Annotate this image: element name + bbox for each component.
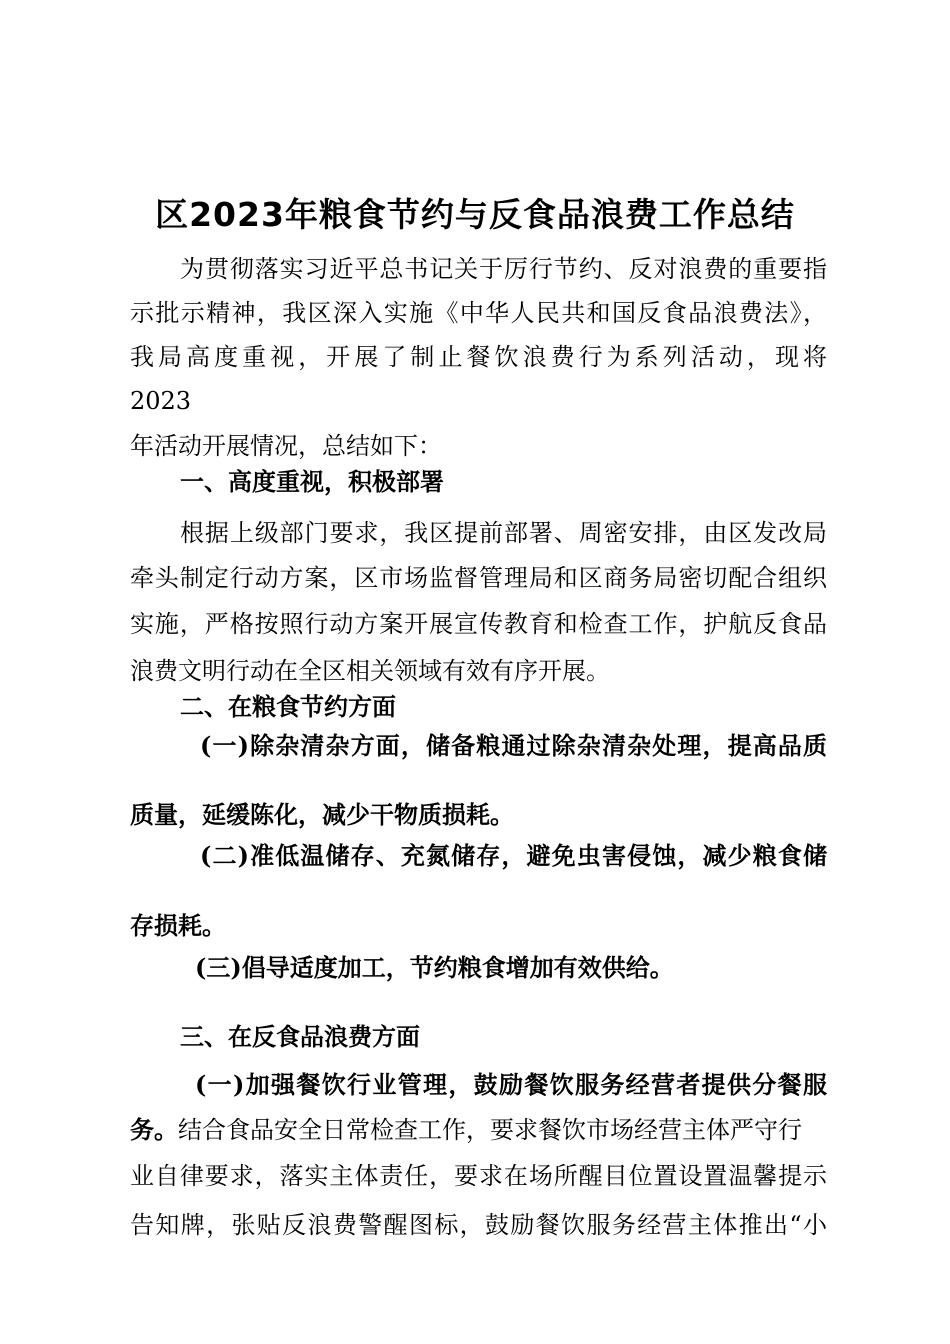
intro-line-4: 2023 — [130, 387, 192, 415]
section-3-item-1-line-2 — [130, 1115, 802, 1145]
section-3-line-3: 业自律要求，落实主体责任，要求在场所醒目位置设置温馨提示 — [130, 1162, 827, 1190]
intro-line-5: 年活动开展情况，总结如下： — [130, 432, 442, 460]
intro-line-3: 我局高度重视，开展了制止餐饮浪费行为系列活动，现将 — [130, 343, 827, 371]
intro-line-1: 为贯彻落实习近平总书记关于厉行节约、反对浪费的重要指 — [180, 255, 827, 283]
intro-line-2: 示批示精神，我区深入实施《中华人民共和国反食品浪费法》， — [130, 299, 827, 327]
section-2-item-1-cont: 质量，延缓陈化，减少干物质损耗。 — [130, 800, 514, 829]
section-2-item-1: (一)除杂清杂方面，储备粮通过除杂清杂处理，提高品质 — [200, 731, 827, 760]
section-1-line-1: 根据上级部门要求，我区提前部署、周密安排，由区发改局 — [180, 519, 827, 547]
document-title: 区2023年粮食节约与反食品浪费工作总结 — [155, 195, 795, 234]
section-2-item-3: (三)倡导适度加工，节约粮食增加有效供给。 — [195, 953, 674, 982]
section-1-line-3: 实施，严格按照行动方案开展宣传教育和检查工作，护航反食品 — [130, 610, 827, 638]
section-3-item-1-bold-end: 务。 — [130, 1115, 178, 1144]
section-2-item-2-cont: 存损耗。 — [130, 911, 226, 940]
section-3-line-4: 告知牌，张贴反浪费警醒图标，鼓励餐饮服务经营主体推出“小 — [130, 1211, 827, 1239]
section-3-item-1-text: 结合食品安全日常检查工作，要求餐饮市场经营主体严守行 — [178, 1116, 802, 1144]
section-2-heading: 二、在粮食节约方面 — [180, 693, 396, 721]
section-2-item-2: (二)准低温储存、充氮储存，避免虫害侵蚀，减少粮食储 — [200, 841, 827, 870]
section-3-item-1-bold: (一)加强餐饮行业管理，鼓励餐饮服务经营者提供分餐服 — [195, 1070, 827, 1099]
section-3-heading: 三、在反食品浪费方面 — [180, 1023, 420, 1051]
section-1-heading: 一、高度重视，积极部署 — [180, 468, 444, 496]
section-1-line-2: 牵头制定行动方案，区市场监督管理局和区商务局密切配合组织 — [130, 564, 827, 592]
section-1-line-4: 浪费文明行动在全区相关领域有效有序开展。 — [130, 657, 610, 685]
